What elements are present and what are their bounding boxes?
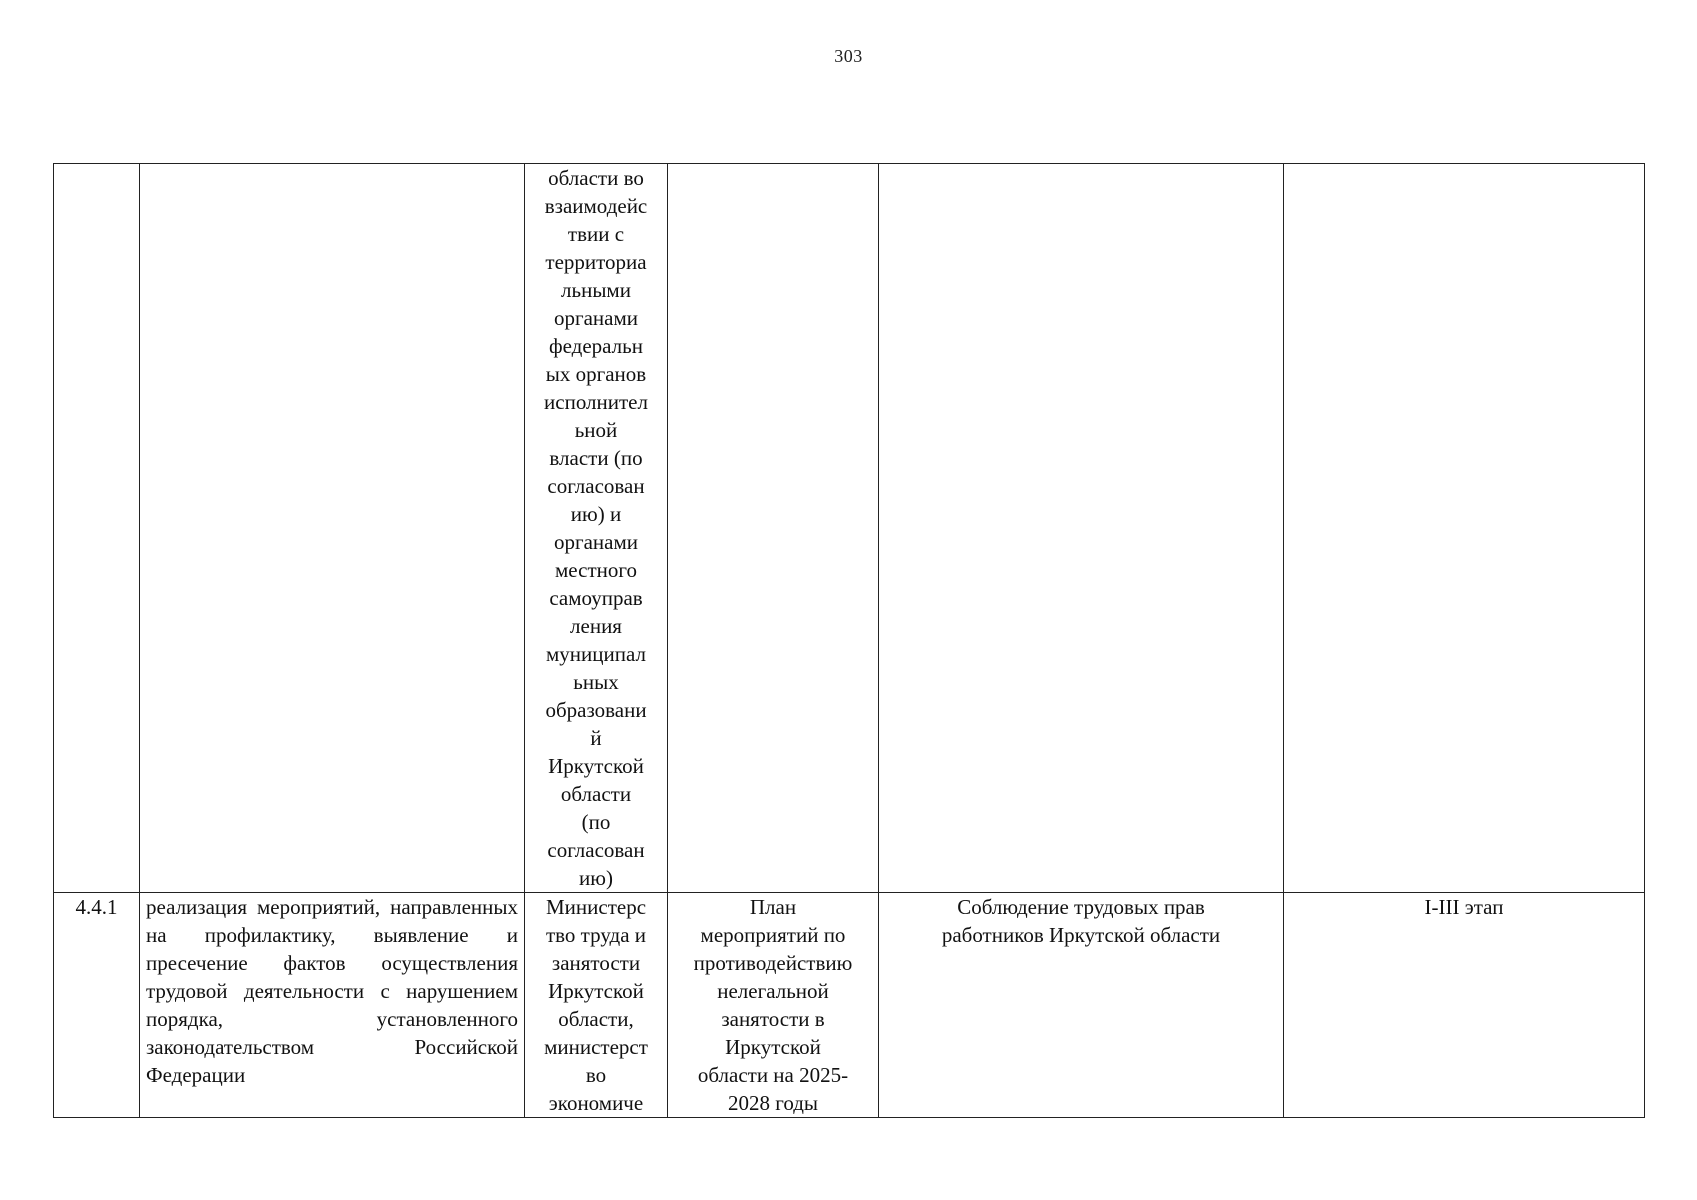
executor-line: (по — [581, 810, 611, 834]
executor-line: льными — [561, 278, 631, 302]
document-line: План — [749, 895, 797, 919]
executor-line: Министерс — [545, 895, 647, 919]
cell-result: Соблюдение трудовых прав работников Иркутской области — [879, 893, 1284, 1118]
table-row-4-4-1 — [54, 893, 1645, 1118]
document-line: Иркутской — [725, 1035, 821, 1059]
executor-line: области во — [548, 166, 644, 190]
cell-activity: реализация мероприятий, направленных на профилактику, выявление и пресечение фактов осуществления трудовой деятельности с нарушением порядка, установленного законодательством Российской Федерации — [140, 893, 525, 1118]
executor-line: федеральн — [549, 334, 643, 358]
page-number: 303 — [834, 46, 863, 66]
executor-line: взаимодейс — [544, 194, 648, 218]
executor-line: исполнител — [544, 390, 648, 414]
executor-line: территориа — [545, 250, 647, 274]
executor-line: во — [585, 1063, 607, 1087]
cell-number-empty — [54, 164, 140, 893]
executor-line: органами — [553, 306, 639, 330]
executor-line: ления — [570, 614, 622, 638]
executor-line: власти (по — [549, 446, 643, 470]
table-row-continuation — [54, 164, 1645, 893]
cell-number: 4.4.1 — [54, 893, 140, 1118]
executor-line: области, — [558, 1007, 634, 1031]
executor-line: органами — [553, 530, 639, 554]
cell-activity-empty — [140, 164, 525, 893]
cell-document — [668, 893, 879, 1118]
executor-line: ьной — [574, 418, 618, 442]
measures-table — [53, 163, 1645, 1118]
document-line: мероприятий по — [700, 923, 846, 947]
document-line: 2028 годы — [727, 1091, 819, 1115]
executor-line: согласован — [547, 474, 645, 498]
executor-line: ых органов — [545, 362, 647, 386]
cell-document-empty — [668, 164, 879, 893]
executor-line: местного — [555, 558, 637, 582]
executor-line: министерст — [544, 1035, 648, 1059]
cell-stage: I-III этап — [1284, 893, 1645, 1118]
executor-line: образовани — [545, 698, 647, 722]
executor-line: ьных — [573, 670, 619, 694]
executor-line: ию) и — [570, 502, 622, 526]
cell-executor — [525, 893, 668, 1118]
executor-line: тво труда и — [545, 923, 647, 947]
cell-result-empty — [879, 164, 1284, 893]
cell-stage-empty — [1284, 164, 1645, 893]
executor-line: муниципал — [546, 642, 646, 666]
executor-line: Иркутской — [548, 754, 644, 778]
document-line: занятости в — [721, 1007, 825, 1031]
executor-line: согласован — [547, 838, 645, 862]
executor-line: экономиче — [548, 1091, 644, 1115]
document-line: области на 2025- — [697, 1063, 849, 1087]
executor-line: самоуправ — [549, 586, 643, 610]
executor-line: занятости — [551, 951, 641, 975]
executor-line: Иркутской — [548, 979, 644, 1003]
document-line: нелегальной — [717, 979, 829, 1003]
executor-line: ию) — [579, 866, 613, 890]
executor-line: й — [590, 726, 602, 750]
executor-line: области — [560, 782, 632, 806]
executor-line: твии с — [567, 222, 625, 246]
cell-executor-continuation — [525, 164, 668, 893]
document-line: противодействию — [693, 951, 853, 975]
